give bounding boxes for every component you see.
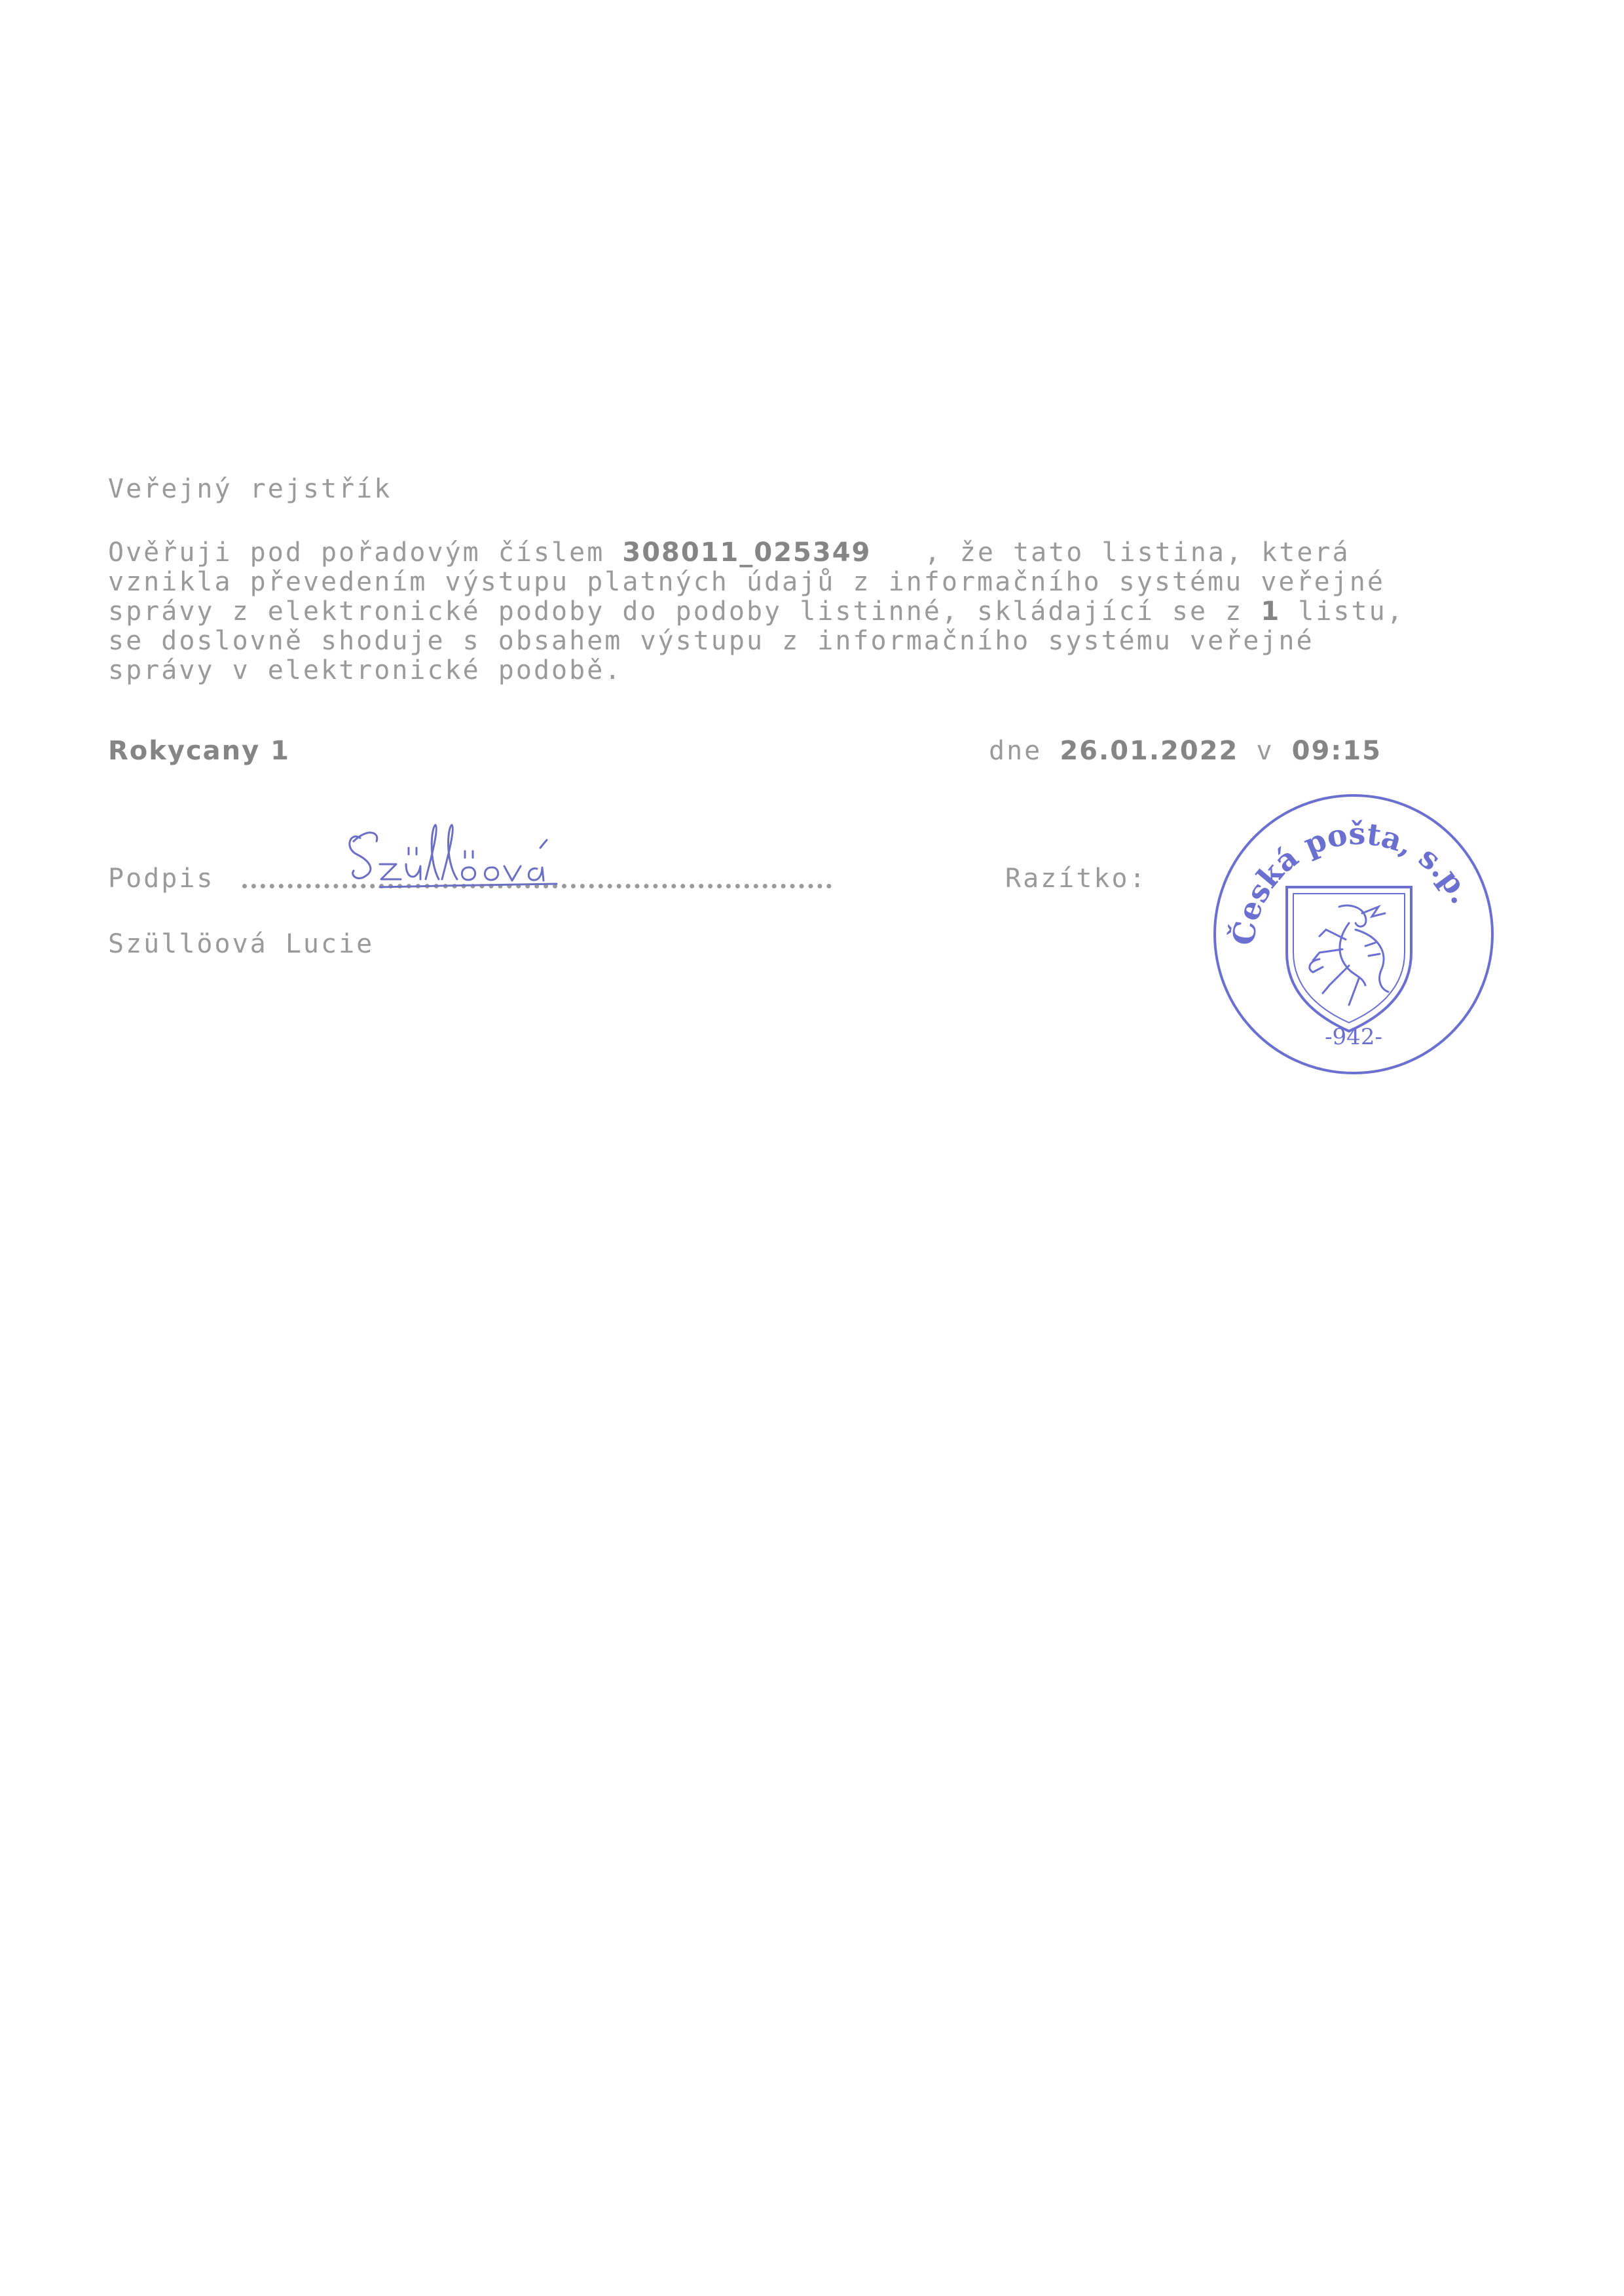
date-label: dne: [989, 736, 1060, 766]
certification-line4: se doslovně shoduje s obsahem výstupu z informačního systému veřejné: [108, 626, 1314, 656]
certification-line3-suffix: listu,: [1280, 596, 1405, 627]
stamp-number: -942-: [1325, 1024, 1382, 1050]
certification-line3-prefix: správy z elektronické podoby do podoby listinné, skládající se z: [108, 596, 1261, 627]
stamp-label: Razítko:: [1005, 864, 1147, 894]
certification-line1-prefix: Ověřuji pod pořadovým číslem: [108, 538, 623, 568]
date-time: [989, 737, 1382, 766]
lion-coat-of-arms-icon: [1287, 887, 1411, 1031]
sheet-count: 1: [1261, 596, 1281, 627]
certification-number: 308011_025349: [622, 538, 872, 568]
date-value: 26.01.2022: [1060, 736, 1239, 766]
certification-line5: správy v elektronické podobě.: [108, 655, 623, 685]
certification-text: [108, 538, 1405, 685]
signature-label: Podpis: [108, 864, 215, 894]
signer-name: Szüllöová Lucie: [108, 929, 375, 959]
time-label: v: [1238, 736, 1292, 766]
post-office-stamp: [1208, 789, 1500, 1080]
document-heading: Veřejný rejstřík: [108, 474, 392, 504]
stamp-arc-text: Česká pošta, s.p.: [1225, 816, 1480, 948]
certification-line1-suffix: , že tato listina, která: [871, 538, 1350, 568]
place-name: Rokycany 1: [108, 736, 290, 766]
certification-line2: vznikla převedením výstupu platných údajů z informačního systému veřejné: [108, 567, 1385, 597]
time-value: 09:15: [1291, 736, 1382, 766]
handwritten-signature: [341, 802, 602, 900]
